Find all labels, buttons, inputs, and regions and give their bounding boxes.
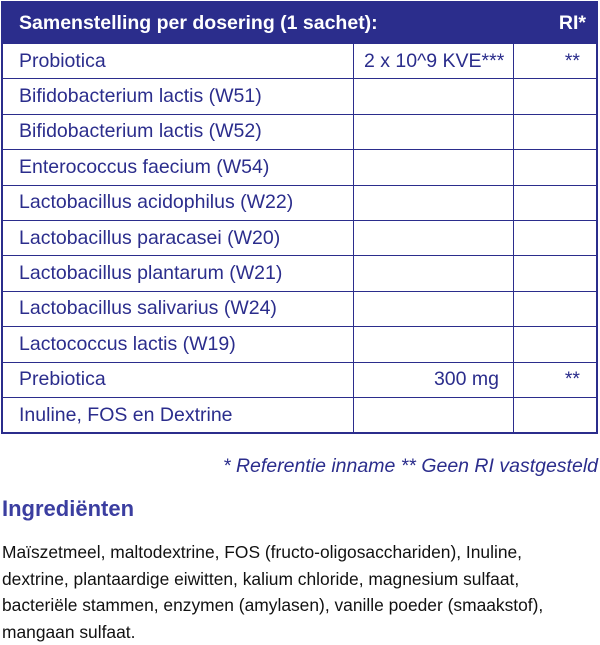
row-amount: 300 mg	[354, 363, 514, 397]
row-name: Prebiotica	[3, 363, 354, 397]
footnote: * Referentie inname ** Geen RI vastgesteld	[222, 455, 598, 477]
table-header	[3, 3, 596, 43]
row-ri	[514, 327, 596, 361]
table-row	[3, 291, 596, 326]
row-name: Lactobacillus acidophilus (W22)	[3, 186, 354, 220]
row-ri	[514, 292, 596, 326]
header-title: Samenstelling per dosering (1 sachet):	[19, 11, 378, 34]
row-ri	[514, 150, 596, 184]
row-ri: **	[564, 368, 580, 391]
row-name: Lactobacillus plantarum (W21)	[3, 256, 354, 290]
row-ri	[514, 256, 596, 290]
row-name: Lactococcus lactis (W19)	[3, 327, 354, 361]
table-row	[3, 43, 596, 78]
header-ri: RI*	[558, 11, 586, 34]
row-name: Inuline, FOS en Dextrine	[3, 398, 354, 432]
row-amount	[354, 256, 514, 290]
row-amount	[354, 398, 514, 432]
row-name: Lactobacillus paracasei (W20)	[3, 221, 354, 255]
row-amount	[354, 150, 514, 184]
row-ri	[514, 79, 596, 113]
table-row	[3, 114, 596, 149]
composition-table	[1, 1, 598, 434]
row-amount	[354, 327, 514, 361]
row-ri: **	[564, 49, 580, 72]
row-ri	[514, 221, 596, 255]
table-row	[3, 326, 596, 361]
row-name: Bifidobacterium lactis (W52)	[3, 115, 354, 149]
row-amount	[354, 292, 514, 326]
table-row	[3, 397, 596, 432]
row-amount: 2 x 10^9 KVE***	[354, 44, 514, 78]
row-name: Lactobacillus salivarius (W24)	[3, 292, 354, 326]
row-amount	[354, 186, 514, 220]
table-row	[3, 255, 596, 290]
row-name: Enterococcus faecium (W54)	[3, 150, 354, 184]
row-amount	[354, 115, 514, 149]
row-ri	[514, 186, 596, 220]
row-ri	[514, 398, 596, 432]
ingredients-title: Ingrediënten	[2, 496, 135, 521]
table-row	[3, 185, 596, 220]
row-name: Bifidobacterium lactis (W51)	[3, 79, 354, 113]
row-amount	[354, 79, 514, 113]
row-name: Probiotica	[3, 44, 354, 78]
table-row	[3, 78, 596, 113]
row-amount	[354, 221, 514, 255]
table-row	[3, 362, 596, 397]
row-ri	[514, 115, 596, 149]
table-row	[3, 220, 596, 255]
table-row	[3, 149, 596, 184]
ingredients-text: Maïszetmeel, maltodextrine, FOS (fructo-oligosacchariden), Inuline, dextrine, plantaardige eiwitten, kalium chloride, magnesium sulfaat, bacteriële stammen, enzymen (amylasen), vanille poeder (smaakstof), mangaan sulfaat.	[2, 542, 544, 642]
